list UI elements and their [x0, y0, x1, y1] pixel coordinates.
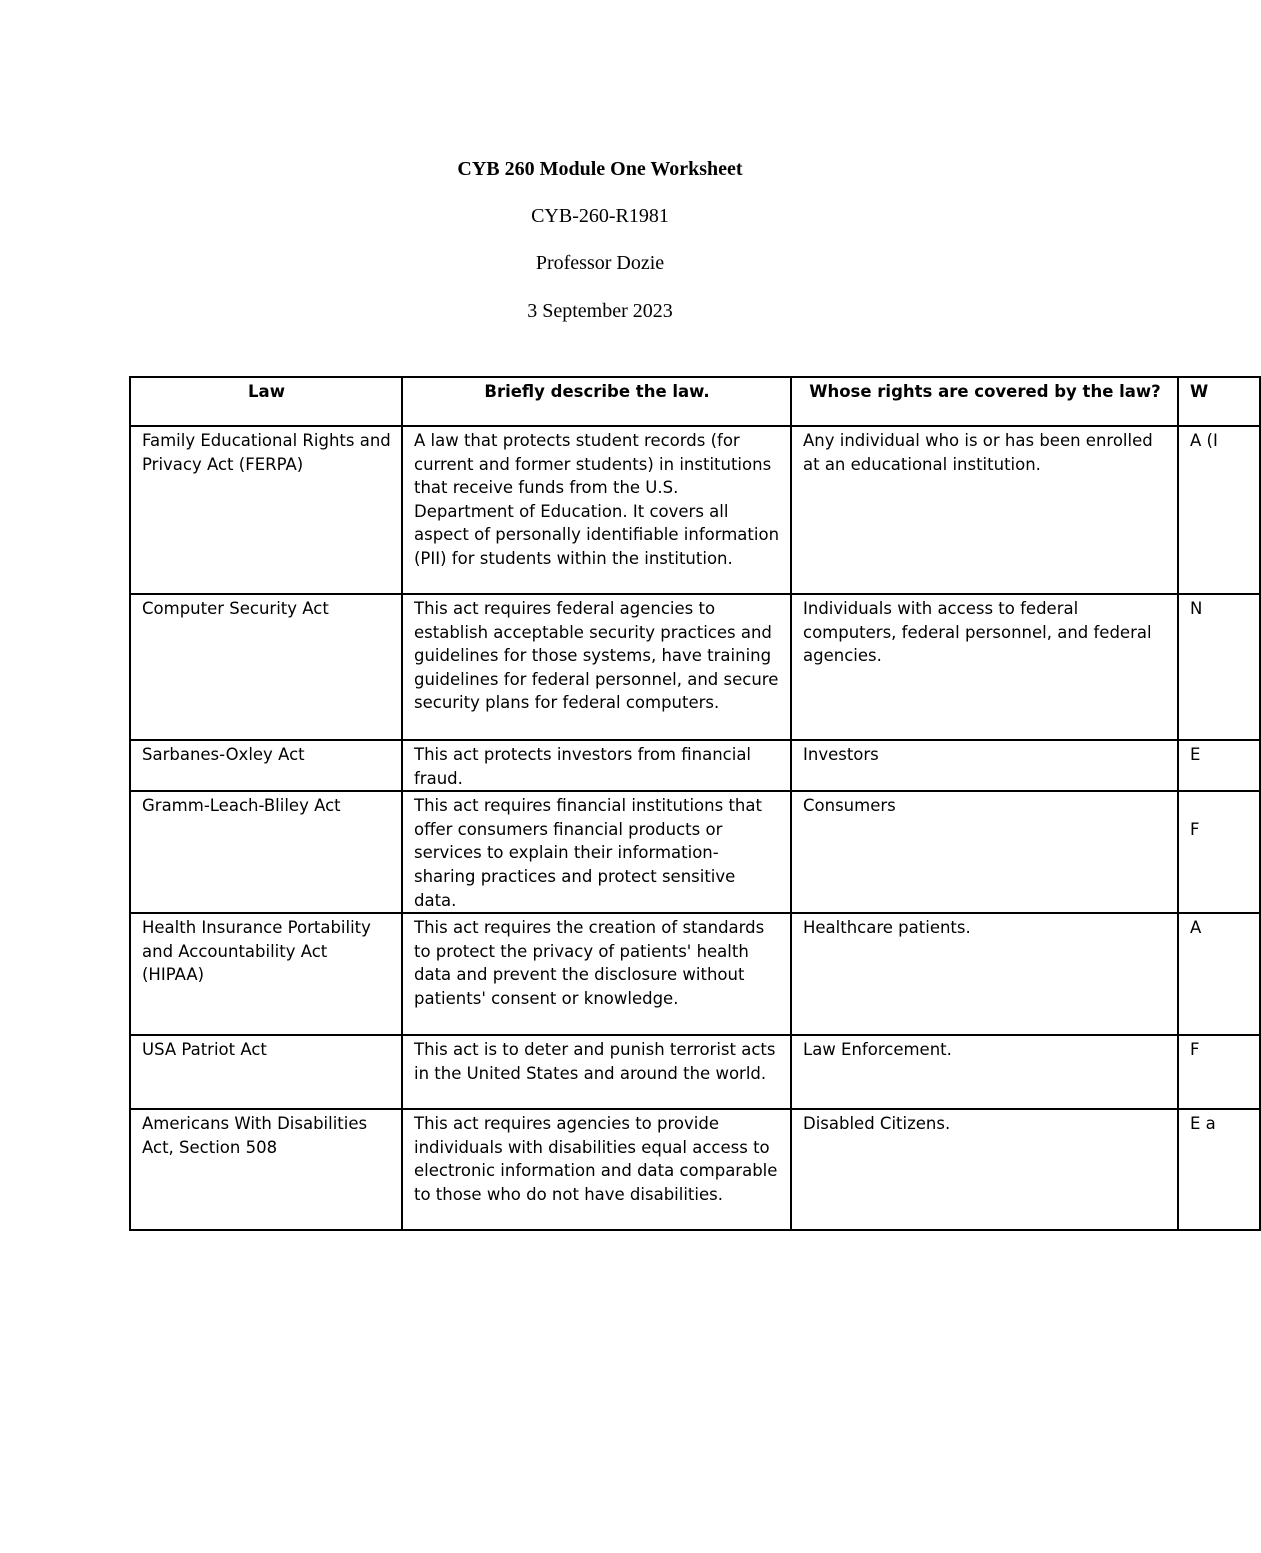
table-row [130, 1109, 1260, 1230]
column-4-cell: E a [1178, 1109, 1260, 1230]
covered-cell: Disabled Citizens. [791, 1109, 1178, 1230]
header-column-4: W [1178, 377, 1260, 426]
covered-cell: Any individual who is or has been enrolled at an educational institution. [791, 426, 1178, 594]
column-4-cell: N [1178, 594, 1260, 740]
table-row [130, 913, 1260, 1035]
laws-table-container [129, 376, 1218, 1231]
law-cell: Sarbanes-Oxley Act [130, 740, 402, 791]
covered-cell: Consumers [791, 791, 1178, 913]
laws-table [129, 376, 1261, 1231]
column-4-cell: A (I [1178, 426, 1260, 594]
description-cell: This act protects investors from financial fraud. [402, 740, 791, 791]
law-cell: Gramm-Leach-Bliley Act [130, 791, 402, 913]
covered-cell: Individuals with access to federal computers, federal personnel, and federal agencies. [791, 594, 1178, 740]
header-law: Law [130, 377, 402, 426]
table-row [130, 1035, 1260, 1109]
law-cell: Computer Security Act [130, 594, 402, 740]
professor-name: Professor Dozie [535, 252, 665, 274]
description-cell: A law that protects student records (for current and former students) in institutions that receive funds from the U.S. Department of Education. It covers all aspect of personally identifiable information (PII) for students within the institution. [402, 426, 791, 594]
table-header-row [130, 377, 1260, 426]
document-date: 3 September 2023 [527, 300, 673, 322]
table-row [130, 594, 1260, 740]
column-4-cell [1178, 791, 1260, 913]
law-cell: Health Insurance Portability and Accountability Act (HIPAA) [130, 913, 402, 1035]
description-cell: This act requires financial institutions that offer consumers financial products or services to explain their information-sharing practices and protect sensitive data. [402, 791, 791, 913]
course-code: CYB-260-R1981 [531, 205, 669, 227]
law-cell: USA Patriot Act [130, 1035, 402, 1109]
covered-cell: Law Enforcement. [791, 1035, 1178, 1109]
law-cell: Americans With Disabilities Act, Section 508 [130, 1109, 402, 1230]
table-row [130, 791, 1260, 913]
description-cell: This act requires the creation of standards to protect the privacy of patients' health data and prevent the disclosure without patients' consent or knowledge. [402, 913, 791, 1035]
column-4-cell: E [1178, 740, 1260, 791]
document-title: CYB 260 Module One Worksheet [457, 158, 743, 180]
table-row [130, 740, 1260, 791]
description-cell: This act requires agencies to provide individuals with disabilities equal access to electronic information and data comparable to those who do not have disabilities. [402, 1109, 791, 1230]
law-cell: Family Educational Rights and Privacy Act (FERPA) [130, 426, 402, 594]
covered-cell: Healthcare patients. [791, 913, 1178, 1035]
covered-cell: Investors [791, 740, 1178, 791]
column-4-cell: F [1178, 1035, 1260, 1109]
table-row [130, 426, 1260, 594]
header-rights-covered: Whose rights are covered by the law? [791, 377, 1178, 426]
header-description: Briefly describe the law. [402, 377, 791, 426]
column-4-value: F [1190, 819, 1200, 839]
column-4-cell: A [1178, 913, 1260, 1035]
description-cell: This act is to deter and punish terrorist acts in the United States and around the world. [402, 1035, 791, 1109]
description-cell: This act requires federal agencies to establish acceptable security practices and guidelines for those systems, have training guidelines for federal personnel, and secure security plans for federal computers. [402, 594, 791, 740]
